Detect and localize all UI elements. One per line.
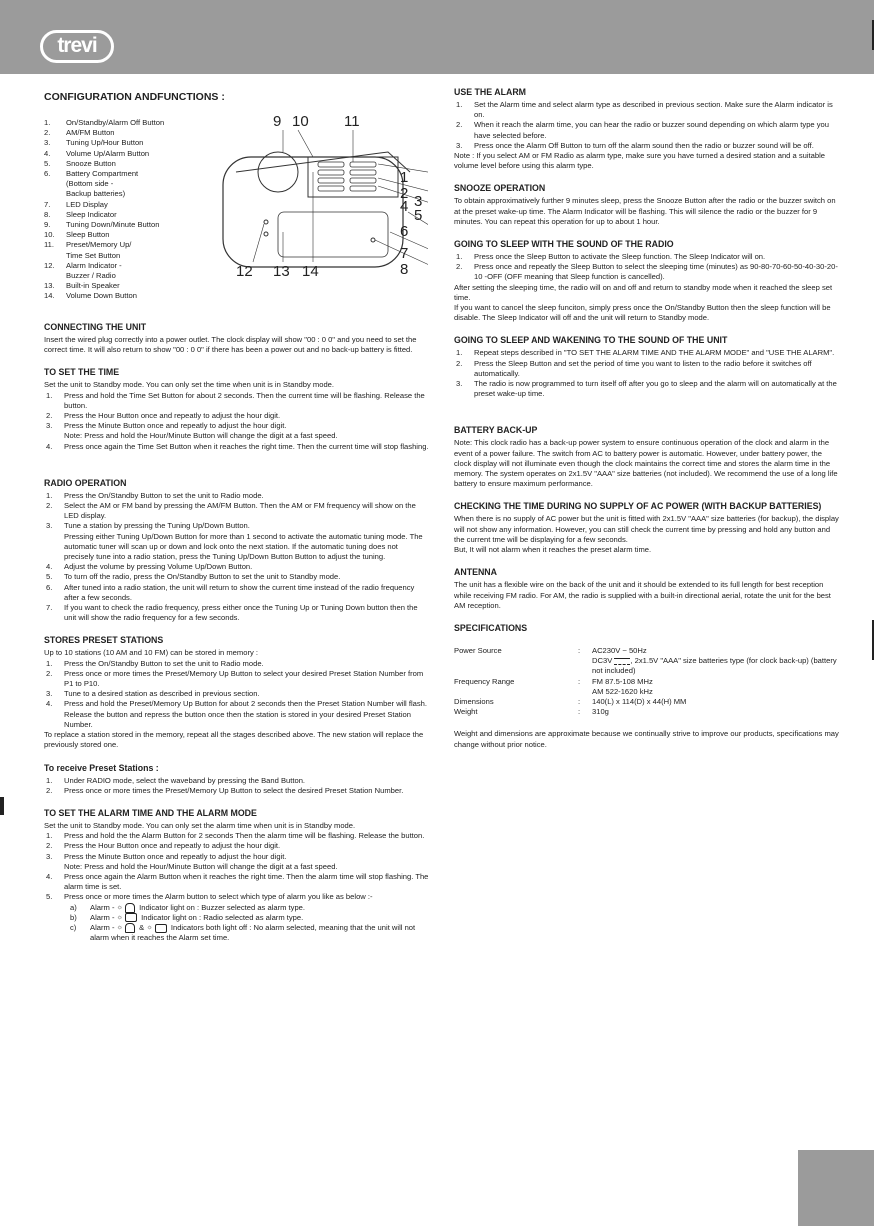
sleep-p1: After setting the sleeping time, the radio will on and off and return to standby mode when it reached the sleep set time. xyxy=(454,282,833,302)
list-item xyxy=(44,442,429,452)
item-number: 2. xyxy=(456,358,463,368)
spec-label: Dimensions xyxy=(454,696,494,706)
list-item xyxy=(454,100,839,120)
list-item xyxy=(454,262,839,282)
specs-title: SPECIFICATIONS xyxy=(454,622,528,633)
specs-note: Weight and dimensions are approximate because we continually strive to improve our products, specifications may change without prior notice. xyxy=(454,729,839,749)
item-text: If you want to check the radio frequency, press either once the Tuning Up or Tuning Down button then the unit will show the radio frequency for a few seconds. xyxy=(64,603,418,623)
item-text: Note: Press and hold the Hour/Minute Button will change the digit at a fast speed. xyxy=(64,431,338,441)
speaker-circle xyxy=(258,152,298,192)
item-number: 1. xyxy=(46,390,53,400)
item-text: Note: Press and hold the Hour/Minute Button will change the digit at a fast speed. xyxy=(64,861,338,871)
item-number: 10. xyxy=(44,230,55,240)
item-text: Press once and repeatly the Sleep Button to select the sleeping time (minutes) as 90-80-70-60-50-40-30-20-10 -OFF (OFF meaning that Sleep function is cancelled). xyxy=(474,262,838,282)
item-number: 3. xyxy=(46,421,53,431)
item-number: 2. xyxy=(46,668,53,678)
item-number: 2. xyxy=(46,785,53,795)
config-item xyxy=(44,291,194,301)
svg-text:5: 5 xyxy=(414,207,423,224)
receive-steps xyxy=(44,776,429,796)
left-column xyxy=(44,92,429,956)
list-item xyxy=(44,669,429,689)
connecting-section xyxy=(44,322,429,355)
item-text: Press the Hour Button once and repeatly to adjust the hour digit. xyxy=(64,841,281,851)
spec-weight xyxy=(454,707,839,717)
item-text: Press once the Alarm Off Button to turn off the alarm sound then the radio or buzzer sound will be off. xyxy=(474,140,814,150)
config-item xyxy=(44,179,194,189)
list-item xyxy=(44,411,429,421)
item-text: Tune a station by pressing the Tuning Up/Down Button. xyxy=(64,521,250,531)
list-item xyxy=(44,786,429,796)
spec-value: DC3V , 2x1.5V "AAA" size batteries type (for clock back-up) (battery not included) xyxy=(592,656,837,676)
receive-section xyxy=(44,763,429,796)
svg-text:12: 12 xyxy=(236,263,253,280)
alarm-mode-label: Alarm - xyxy=(90,923,115,933)
spec-colon: : xyxy=(578,696,581,706)
spec-colon: : xyxy=(578,645,581,655)
item-number: 6. xyxy=(46,582,53,592)
list-item xyxy=(44,862,429,872)
set-alarm-steps xyxy=(44,831,429,902)
config-item xyxy=(44,189,194,199)
checking-text-2: But, It will not alarm when it reaches the preset alarm time. xyxy=(454,545,652,555)
item-number: 4. xyxy=(46,699,53,709)
list-item xyxy=(44,491,429,501)
list-item xyxy=(44,852,429,862)
wake-title: GOING TO SLEEP AND WAKENING TO THE SOUND OF THE UNIT xyxy=(454,335,728,346)
list-item xyxy=(454,252,839,262)
item-number: 3. xyxy=(44,138,51,148)
svg-text:7: 7 xyxy=(400,245,409,262)
list-item xyxy=(44,572,429,582)
item-number: 7. xyxy=(44,199,51,209)
alarm-mode-label: Alarm - xyxy=(90,902,115,912)
svg-text:11: 11 xyxy=(344,113,360,130)
item-text: Press once again the Time Set Button when it reaches the right time. Then the current time will stop flashing. xyxy=(64,441,429,451)
item-number: 3. xyxy=(46,689,53,699)
svg-text:3: 3 xyxy=(414,193,423,210)
list-item xyxy=(44,421,429,431)
item-number: 4. xyxy=(46,441,53,451)
item-text: Press the Hour Button once and repeatly to adjust the hour digit. xyxy=(64,411,281,421)
item-number: 3. xyxy=(46,851,53,861)
item-text: Press and hold the the Alarm Button for 2 seconds Then the alarm time will be flashing. Release the button. xyxy=(64,831,425,841)
wake-steps xyxy=(454,348,839,399)
checking-title: CHECKING THE TIME DURING NO SUPPLY OF AC POWER (WITH BACKUP BATTERIES) xyxy=(454,501,822,512)
list-item xyxy=(44,776,429,786)
battery-text: Note: This clock radio has a back-up power system to ensure continuous operation of the clock and alarm in the event of a power failure. The switch from AC to battery power is automatic. However, under battery power, the clock display will not illuminate even though the clock maintains the correct time and stores the alarm time in the memory. The system operates on 2x1.5V "AAA" size batteries (not included). We recommend the use of a long life battery to ensure maximum performance. xyxy=(454,438,838,489)
snooze-text: To obtain approximatively further 9 minutes sleep, press the Snooze Button after the radio or the buzzer switch on at the preset wake-up time. The Alarm Indicator will be flashing. This will silence the radio or the buzzer for 9 minutes. You can repeat this operation for up to about 1 hour. xyxy=(454,196,836,226)
svg-text:10: 10 xyxy=(292,113,309,130)
item-number: 2. xyxy=(46,841,53,851)
use-alarm-section xyxy=(454,87,839,171)
radio-title: RADIO OPERATION xyxy=(44,477,127,488)
set-alarm-section xyxy=(44,808,429,944)
item-text: Press the Minute Button once and repeatly to adjust the hour digit. xyxy=(64,421,287,431)
item-text: Press the Minute Button once and repeatly to adjust the hour digit. xyxy=(64,851,287,861)
svg-text:2: 2 xyxy=(400,185,409,202)
item-number: 11. xyxy=(44,240,54,250)
item-number: 1. xyxy=(456,348,463,358)
alarm-mode-label: Alarm - xyxy=(90,912,115,922)
set-alarm-intro: Set the unit to Standby mode. You can only set the alarm time when unit is in Standby mode. xyxy=(44,820,356,830)
config-item xyxy=(44,200,194,210)
alarm-mode-text: Indicator light on : Radio selected as alarm type. xyxy=(141,912,304,922)
item-number: 1. xyxy=(456,252,463,262)
set-time-steps xyxy=(44,391,429,452)
battery-title: BATTERY BACK-UP xyxy=(454,425,538,436)
item-text: Press once or more times the Preset/Memory Up Button to select your desired Preset Station Number from P1 to P10. xyxy=(64,668,424,689)
list-item xyxy=(44,872,429,892)
item-text: Press once the Sleep Button to activate the Sleep function. The Sleep Indicator will on. xyxy=(474,252,766,262)
item-label: Sleep Button xyxy=(66,230,110,240)
spec-label: Frequency Range xyxy=(454,676,515,686)
wake-section xyxy=(454,335,839,399)
dc-symbol-icon xyxy=(614,658,630,665)
item-text: Press once or more times the Alarm button to select which type of alarm you like as below :- xyxy=(64,892,373,902)
spec-label: Power Source xyxy=(454,645,502,655)
alarm-modes xyxy=(44,903,429,944)
alarm-mode-item xyxy=(44,903,429,913)
snooze-section xyxy=(454,183,839,227)
item-label: Buzzer / Radio xyxy=(66,271,116,281)
spec-value: 310g xyxy=(592,707,609,717)
item-number: 4. xyxy=(44,148,51,158)
stores-outro: To replace a station stored in the memory, repeat all the stages described above. The new station will replace the previously stored one. xyxy=(44,730,424,750)
stores-steps xyxy=(44,659,429,730)
item-text: Adjust the volume by pressing Volume Up/Down Button. xyxy=(64,562,253,572)
config-item xyxy=(44,220,194,230)
svg-text:9: 9 xyxy=(273,113,282,130)
battery-section xyxy=(454,425,839,489)
item-label: LED Display xyxy=(66,199,108,209)
config-list xyxy=(44,118,194,302)
config-item xyxy=(44,230,194,240)
stores-intro: Up to 10 stations (10 AM and 10 FM) can be stored in memory : xyxy=(44,648,258,658)
item-number: 2. xyxy=(46,411,53,421)
receive-title: To receive Preset Stations : xyxy=(44,762,159,773)
item-label: Tuning Down/Minute Button xyxy=(66,220,160,230)
set-time-intro: Set the unit to Standby mode. You can only set the time when unit is in Standby mode. xyxy=(44,380,335,390)
item-number: 1. xyxy=(46,831,53,841)
list-item xyxy=(454,348,839,358)
alarm-mode-letter: a) xyxy=(70,902,77,912)
spec-colon: : xyxy=(578,707,581,717)
item-text: Set the Alarm time and select alarm type as described in previous section. Make sure the Alarm indicator is on. xyxy=(474,100,833,120)
radio-icon xyxy=(125,913,137,922)
connecting-text: Insert the wired plug correctly into a power outlet. The clock display will show "00 : 0 0" and you need to set the correct time. It will also return to show "00 : 0 0" if there has been a power out and no back-up battery is fitted. xyxy=(44,335,417,355)
config-item xyxy=(44,281,194,291)
item-text: When it reach the alarm time, you can hear the radio or buzzer sound depending on which alarm type you have selected before. xyxy=(474,120,829,140)
item-number: 12. xyxy=(44,260,55,270)
item-label: Built-in Speaker xyxy=(66,281,120,291)
item-text: Press and hold the Time Set Button for about 2 seconds. Then the current time will be flashing. Release the button. xyxy=(64,390,425,410)
spec-power xyxy=(454,646,839,677)
sleep-section xyxy=(454,239,839,323)
item-text: Select the AM or FM band by pressing the AM/FM Button. Then the AM or FM frequency will show on the LED display. xyxy=(64,501,416,521)
radio-icon xyxy=(155,924,167,933)
spec-value: AM 522-1620 kHz xyxy=(592,686,653,696)
spec-label: Weight xyxy=(454,707,478,717)
config-item xyxy=(44,159,194,169)
item-number: 1. xyxy=(46,490,53,500)
item-label: Alarm Indicator - xyxy=(66,260,122,270)
item-number: 2. xyxy=(46,501,53,511)
page-corner-tab xyxy=(798,1150,874,1226)
stores-section xyxy=(44,635,429,750)
use-alarm-title: USE THE ALARM xyxy=(454,87,527,97)
item-number: 7. xyxy=(46,603,53,613)
config-item xyxy=(44,210,194,220)
item-label: Backup batteries) xyxy=(66,189,126,199)
list-item xyxy=(44,583,429,603)
config-item xyxy=(44,149,194,159)
bell-icon xyxy=(125,923,135,933)
item-text: Tune to a desired station as described in previous section. xyxy=(64,689,260,699)
radio-steps xyxy=(44,491,429,624)
item-number: 3. xyxy=(46,521,53,531)
antenna-section xyxy=(454,567,839,611)
led-icon: ☼ xyxy=(116,903,124,911)
spec-value: 140(L) x 114(D) x 44(H) MM xyxy=(592,696,687,706)
stores-title: STORES PRESET STATIONS xyxy=(44,635,164,646)
item-number: 9. xyxy=(44,220,51,230)
spec-value: AC230V ~ 50Hz xyxy=(592,645,647,655)
alarm-mode-letter: b) xyxy=(70,912,77,922)
item-label: AM/FM Button xyxy=(66,128,115,138)
item-label: Tuning Up/Hour Button xyxy=(66,138,144,148)
list-item xyxy=(454,359,839,379)
connecting-title: CONNECTING THE UNIT xyxy=(44,322,147,332)
svg-text:1: 1 xyxy=(400,169,409,186)
item-number: 8. xyxy=(44,209,51,219)
item-label: On/Standby/Alarm Off Button xyxy=(66,118,165,127)
trevi-logo: trevi xyxy=(40,30,114,63)
config-item xyxy=(44,240,194,250)
item-number: 1. xyxy=(44,118,51,127)
item-label: Time Set Button xyxy=(66,250,121,260)
item-number: 14. xyxy=(44,291,55,301)
list-item xyxy=(44,532,429,563)
svg-text:13: 13 xyxy=(273,263,290,280)
list-item xyxy=(44,391,429,411)
item-number: 1. xyxy=(46,775,53,785)
svg-text:8: 8 xyxy=(400,261,409,278)
list-item xyxy=(44,892,429,902)
item-label: Snooze Button xyxy=(66,158,116,168)
config-item xyxy=(44,251,194,261)
specifications-section xyxy=(454,623,839,750)
item-text: Press the Sleep Button and set the period of time you want to listen to the radio before it switches off automatically. xyxy=(474,358,812,378)
config-item xyxy=(44,128,194,138)
item-label: Battery Compartment xyxy=(66,169,139,179)
item-label: Preset/Memory Up/ xyxy=(66,240,132,250)
checking-text: When there is no supply of AC power but the unit is fitted with 2x1.5V "AAA" size batteries (for backup), the display will not show any information. However, you can still check the current time by pressing and hold any button and the current tme will be displaying for a few seconds. xyxy=(454,514,839,544)
list-item xyxy=(44,562,429,572)
sleep-indicator-dot xyxy=(371,238,375,242)
list-item xyxy=(44,699,429,730)
list-item xyxy=(44,501,429,521)
item-label: (Bottom side - xyxy=(66,179,114,189)
alarm-mode-item: c) Alarm - ☼ & ☼ Indicators both light off : No alarm selected, meaning that the unit will not alarm when it reaches the Alarm set time. xyxy=(70,923,416,943)
item-number: 4. xyxy=(46,562,53,572)
spec-dimensions xyxy=(454,697,839,707)
radio-section xyxy=(44,478,429,624)
antenna-text: The unit has a flexible wire on the back of the unit and it should be extended to its full length for best reception while receiving FM radio. For AM, the radio is supplied with a built-in directional aerial, rotate the unit for the best AM reception. xyxy=(454,580,831,610)
config-item xyxy=(44,118,194,128)
sleep-p2: If you want to cancel the sleep funciton, simply press once the On/Standby Button then the sleep function will be disable. The Sleep Indicator will off and the unit will return to Standby mode. xyxy=(454,303,831,323)
use-alarm-steps xyxy=(454,100,839,151)
svg-text:6: 6 xyxy=(400,223,409,240)
item-text: Press and hold the Preset/Memory Up Button for about 2 seconds then the Preset Station Number will flash. Release the button and repress the button once then the station is stored in your desired Preset Station Number. xyxy=(64,699,428,729)
item-text: The radio is now programmed to turn itself off after you go to sleep and the alarm will on automatically at the preset wake-up time. xyxy=(474,379,837,399)
list-item xyxy=(44,521,429,531)
list-item xyxy=(44,831,429,841)
item-number: 13. xyxy=(44,281,55,291)
item-text: After tuned into a radio station, the unit will return to show the current time instead of the radio frequency after a few seconds. xyxy=(64,582,415,602)
config-item xyxy=(44,138,194,148)
margin-mark xyxy=(0,797,4,815)
item-number: 1. xyxy=(46,658,53,668)
item-text: Press once or more times the Preset/Memory Up Button to select the desired Preset Station Number. xyxy=(64,785,404,795)
item-number: 5. xyxy=(46,892,53,902)
list-item xyxy=(454,141,839,151)
alarm-mode-text: Indicators both light off : No alarm selected, meaning that the unit will not alarm when it reaches the Alarm set time. xyxy=(90,923,416,943)
list-item xyxy=(44,603,429,623)
config-item xyxy=(44,169,194,179)
item-text: Under RADIO mode, select the waveband by pressing the Band Button. xyxy=(64,775,306,785)
item-number: 2. xyxy=(456,262,463,272)
list-item xyxy=(44,689,429,699)
item-number: 2. xyxy=(44,128,51,138)
item-label: Sleep Indicator xyxy=(66,209,117,219)
item-number: 4. xyxy=(46,871,53,881)
item-text: Press once again the Alarm Button when it reaches the right time. Then the alarm time will stop flashing. The alarm time is set. xyxy=(64,871,429,892)
led-icon: ☼ xyxy=(116,913,124,921)
alarm-mode-text: Indicator light on : Buzzer selected as alarm type. xyxy=(139,902,306,912)
spec-colon: : xyxy=(578,676,581,686)
config-title: CONFIGURATION ANDFUNCTIONS : xyxy=(44,91,225,103)
item-label: Volume Down Button xyxy=(66,291,137,301)
item-text: To turn off the radio, press the On/Standby Button to set the unit to Standby mode. xyxy=(64,572,341,582)
config-item xyxy=(44,261,194,271)
page-header xyxy=(0,0,874,74)
item-text: Press the On/Standby Button to set the unit to Radio mode. xyxy=(64,490,264,500)
item-number: 5. xyxy=(46,572,53,582)
item-text: Press the On/Standby Button to set the unit to Radio mode. xyxy=(64,658,264,668)
button-row xyxy=(318,162,376,191)
item-number: 1. xyxy=(456,100,463,109)
item-number: 6. xyxy=(44,169,51,179)
config-item xyxy=(44,271,194,281)
item-number: 5. xyxy=(44,158,51,168)
item-text: Pressing either Tuning Up/Down Button for more than 1 second to activate the automatic tuning mode. The automatic tuner will scan up or down and lock onto the next station. If the automatic tuning does not precisely tune into a radio station, press the Tuning Up/Down Button Button to adjust the tuning. xyxy=(64,531,423,562)
sleep-title: GOING TO SLEEP WITH THE SOUND OF THE RADIO xyxy=(454,239,674,250)
alarm-indicator-dot-2 xyxy=(264,232,268,236)
bell-icon xyxy=(125,903,135,913)
antenna-title: ANTENNA xyxy=(454,567,498,578)
set-alarm-title: TO SET THE ALARM TIME AND THE ALARM MODE xyxy=(44,807,257,818)
alarm-mode-item xyxy=(44,913,429,923)
item-text: Repeat steps described in "TO SET THE ALARM TIME AND THE ALARM MODE" and "USE THE ALARM". xyxy=(474,348,835,358)
alarm-mode-letter: c) xyxy=(70,923,77,933)
snooze-title: SNOOZE OPERATION xyxy=(454,183,546,194)
list-item xyxy=(454,379,839,399)
set-time-title: TO SET THE TIME xyxy=(44,367,120,378)
led-icon: ☼ xyxy=(116,924,124,932)
configuration-section xyxy=(44,92,429,322)
item-number: 3. xyxy=(456,379,463,389)
svg-text:14: 14 xyxy=(302,263,319,280)
checking-section xyxy=(454,501,839,555)
item-number: 3. xyxy=(456,140,463,150)
led-icon: ☼ xyxy=(146,924,153,932)
svg-text:4: 4 xyxy=(400,198,409,215)
led-display xyxy=(278,212,388,257)
list-item xyxy=(44,659,429,669)
use-alarm-note: Note : If you select AM or FM Radio as alarm type, make sure you have turned a desired station and a suitable volume level before using this alarm type. xyxy=(454,151,826,171)
item-label: Volume Up/Alarm Button xyxy=(66,148,150,158)
clock-radio-diagram xyxy=(178,112,428,282)
list-item xyxy=(44,841,429,851)
set-time-section xyxy=(44,367,429,451)
list-item xyxy=(454,120,839,140)
alarm-indicator-dot xyxy=(264,220,268,224)
item-number: 2. xyxy=(456,120,463,130)
spec-frequency xyxy=(454,677,839,697)
right-column xyxy=(454,87,839,762)
list-item xyxy=(44,431,429,441)
sleep-steps xyxy=(454,252,839,283)
spec-value: FM 87.5-108 MHz xyxy=(592,676,653,686)
